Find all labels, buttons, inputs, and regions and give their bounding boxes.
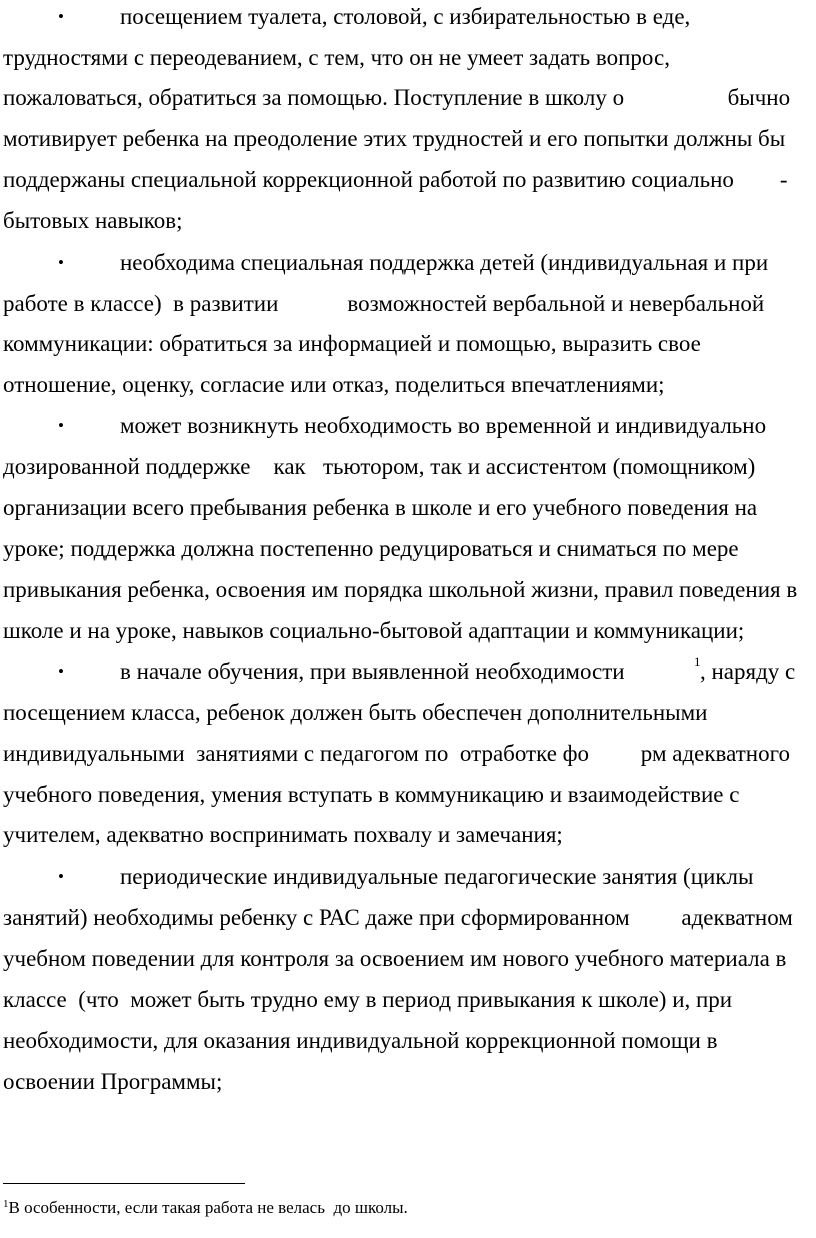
text-line: отношение, оценку, согласие или отказ, поделиться впечатлениями; [3, 372, 665, 397]
text-line: школе и на уроке, навыков социально-бытовой адаптации и коммуникации; [3, 618, 745, 643]
text-line: дозированной поддержке как тьютором, так и ассистентом (помощником) [3, 454, 756, 479]
text-line: , наряду с [700, 659, 796, 684]
text-line: посещением туалета, столовой, с избирательностью в еде, [120, 4, 691, 29]
text-line: периодические индивидуальные педагогические занятия (циклы [120, 864, 754, 889]
text-line: уроке; поддержка должна постепенно редуцироваться и сниматься по мере [3, 536, 739, 561]
footnote-separator [3, 1183, 245, 1184]
text-line: учебном поведении для контроля за освоением им нового учебного материала в [3, 946, 787, 971]
text-line: в начале обучения, при выявленной необходимости [120, 659, 625, 684]
text-line: трудностями с переодеванием, с тем, что он не умеет задать вопрос, [3, 45, 670, 70]
text-line: занятий) необходимы ребенку с РАС даже при сформированном адекватном [3, 905, 793, 930]
bullet-marker: • [58, 662, 64, 681]
text-line: освоении Программы; [3, 1069, 223, 1094]
text-line: поддержаны специальной коррекционной работой по развитию социально - [3, 167, 788, 192]
footnote-text: В особенности, если такая работа не велась до школы. [8, 1198, 408, 1217]
text-line: учителем, адекватно воспринимать похвалу и замечания; [3, 822, 563, 847]
text-line: работе в классе) в развитии возможностей вербальной и невербальной [3, 291, 765, 316]
bullet-marker: • [58, 253, 64, 272]
text-line: посещением класса, ребенок должен быть обеспечен дополнительными [3, 700, 708, 725]
text-line: организации всего пребывания ребенка в школе и его учебного поведения на [3, 495, 758, 520]
footnote [3, 1193, 408, 1219]
text-line: бытовых навыков; [3, 208, 183, 233]
text-line: коммуникации: обратиться за информацией и помощью, выразить свое [3, 331, 701, 356]
bullet-marker: • [58, 416, 64, 435]
footnote-mark: 1 [3, 1198, 9, 1210]
text-line: может возникнуть необходимость во временной и индивидуально [120, 413, 767, 438]
bullet-marker: • [58, 7, 64, 26]
text-line: пожаловаться, обратиться за помощью. Поступление в школу о бычно [3, 85, 791, 110]
text-line: привыкания ребенка, освоения им порядка школьной жизни, правил поведения в [3, 577, 798, 602]
text-line: необходима специальная поддержка детей (индивидуальная и при [120, 250, 769, 275]
text-line: учебного поведения, умения вступать в коммуникацию и взаимодействие с [3, 782, 740, 807]
text-line: классе (что может быть трудно ему в период привыкания к школе) и, при [3, 987, 733, 1012]
text-line: необходимости, для оказания индивидуальной коррекционной помощи в [3, 1028, 718, 1053]
text-line: индивидуальными занятиями с педагогом по отработке фо рм адекватного [3, 741, 790, 766]
footnote-reference: 1 [694, 654, 701, 669]
text-line: мотивирует ребенка на преодоление этих трудностей и его попытки должны бы [3, 126, 786, 151]
bullet-marker: • [58, 867, 64, 886]
